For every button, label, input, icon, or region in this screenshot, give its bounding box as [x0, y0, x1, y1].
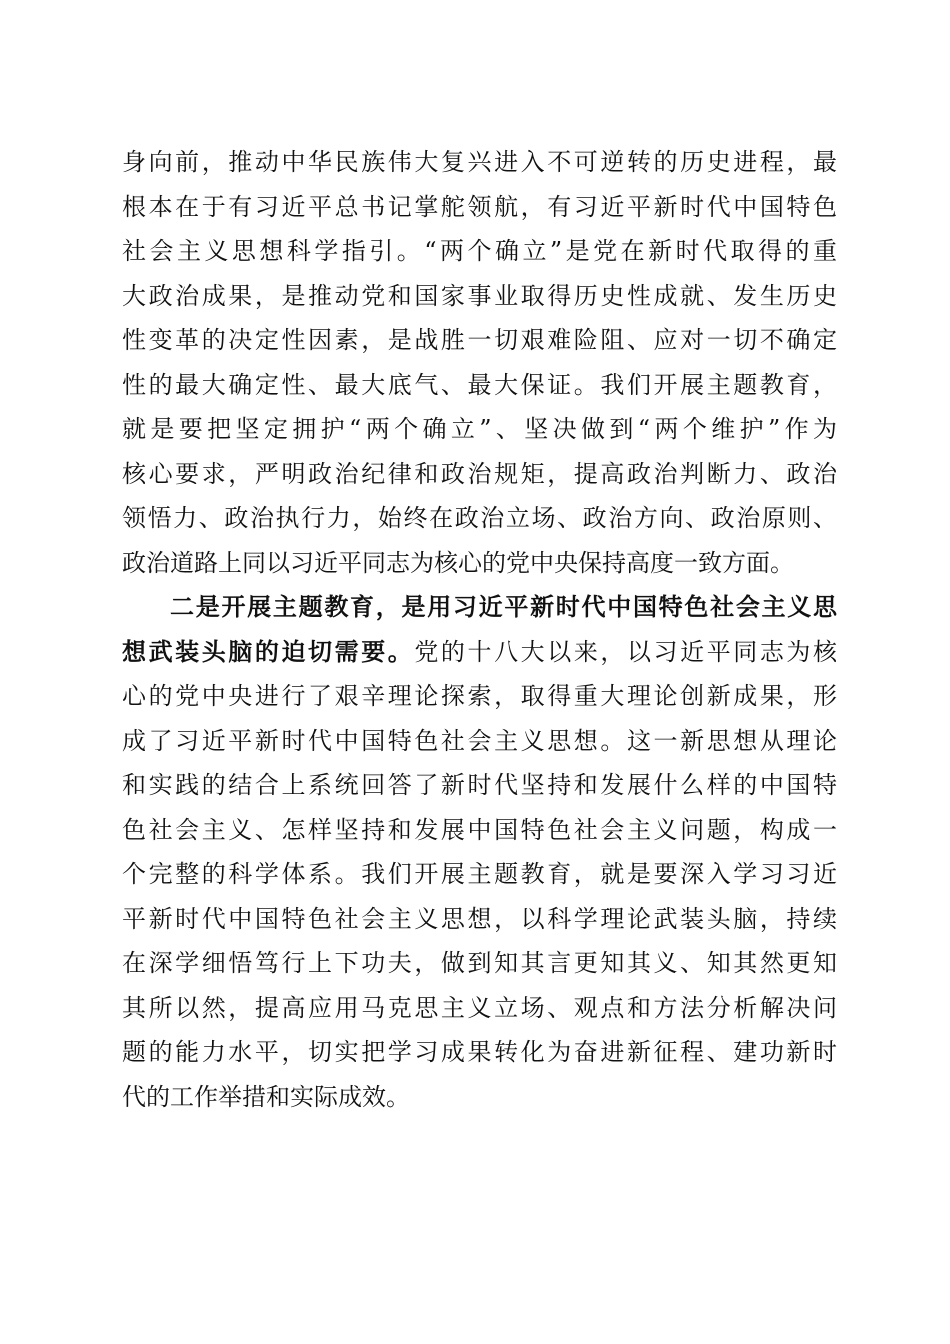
text-line: 根本在于有习近平总书记掌舵领航，有习近平新时代中国特色 — [122, 192, 837, 221]
text-run: 党的十八大以来，以习近平同志为核 — [414, 637, 838, 666]
text-line: 大政治成果，是推动党和国家事业取得历史性成就、发生历史 — [122, 281, 837, 310]
text-line: 就是要把坚定拥护“两个确立”、坚决做到“两个维护”作为 — [122, 415, 837, 443]
text-line: 心的党中央进行了艰辛理论探索，取得重大理论创新成果，形 — [122, 682, 837, 710]
text-line — [122, 630, 837, 675]
text-line: 在深学细悟笃行上下功夫，做到知其言更知其义、知其然更知 — [122, 949, 837, 977]
body-text — [122, 140, 837, 1119]
paragraph-heading-end: 想武装头脑的迫切需要。 — [122, 636, 415, 666]
text-line: 政治道路上同以习近平同志为核心的党中央保持高度一致方面。 — [122, 548, 794, 577]
text-line: 个完整的科学体系。我们开展主题教育，就是要深入学习习近 — [122, 860, 837, 888]
text-line: 核心要求，严明政治纪律和政治规矩，提高政治判断力、政治 — [122, 459, 837, 488]
text-line: 领悟力、政治执行力，始终在政治立场、政治方向、政治原则、 — [122, 504, 837, 532]
paragraph-2 — [122, 585, 837, 1119]
text-line: 性的最大确定性、最大底气、最大保证。我们开展主题教育， — [122, 370, 837, 399]
text-line: 身向前，推动中华民族伟大复兴进入不可逆转的历史进程，最 — [122, 148, 837, 176]
paragraph-1 — [122, 140, 837, 585]
text-line: 色社会主义、怎样坚持和发展中国特色社会主义问题，构成一 — [122, 815, 837, 844]
text-line: 题的能力水平，切实把学习成果转化为奋进新征程、建功新时 — [122, 1038, 837, 1066]
text-line: 代的工作举措和实际成效。 — [122, 1082, 410, 1111]
paragraph-heading-line: 二是开展主题教育，是用习近平新时代中国特色社会主义思 — [170, 592, 837, 621]
text-line: 平新时代中国特色社会主义思想，以科学理论武装头脑，持续 — [122, 904, 837, 933]
text-line: 社会主义思想科学指引。“两个确立”是党在新时代取得的重 — [122, 237, 837, 265]
text-line: 成了习近平新时代中国特色社会主义思想。这一新思想从理论 — [122, 726, 837, 755]
text-line: 性变革的决定性因素，是战胜一切艰难险阻、应对一切不确定 — [122, 326, 837, 354]
text-line: 其所以然，提高应用马克思主义立场、观点和方法分析解决问 — [122, 993, 837, 1022]
text-line: 和实践的结合上系统回答了新时代坚持和发展什么样的中国特 — [122, 771, 837, 799]
